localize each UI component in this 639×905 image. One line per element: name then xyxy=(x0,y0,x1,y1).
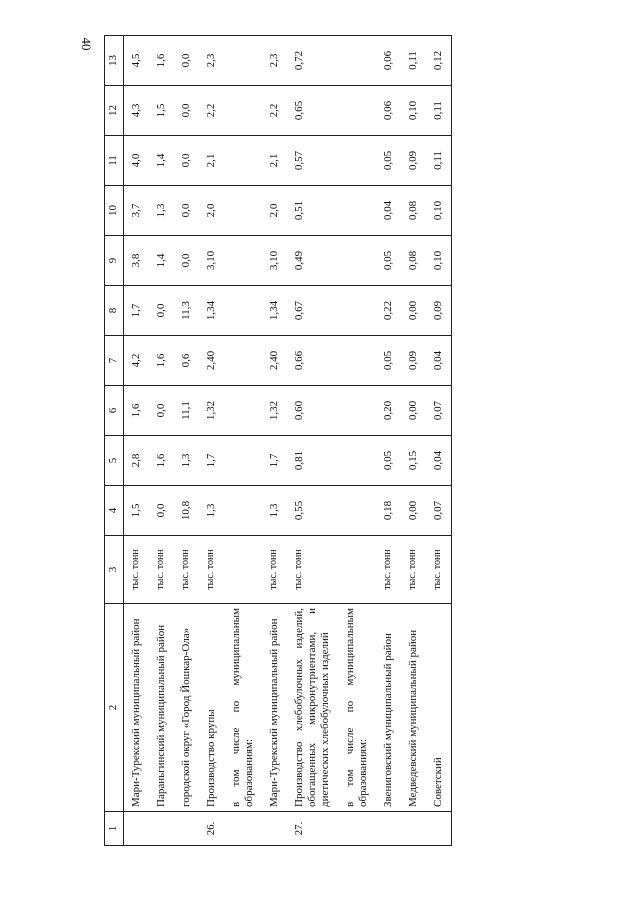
row-value: 0,00 xyxy=(401,386,426,436)
row-value: 0,07 xyxy=(426,486,452,536)
row-value: 2,3 xyxy=(262,36,287,86)
row-value xyxy=(338,86,376,136)
row-value: 0,11 xyxy=(426,136,452,186)
row-value: 1,3 xyxy=(149,186,174,236)
row-name: Медведевский муниципальный район xyxy=(401,604,426,812)
row-value: 0,06 xyxy=(376,86,401,136)
row-value: 3,10 xyxy=(199,236,224,286)
row-name: в том числе по муниципальным образованиям: xyxy=(224,604,262,812)
row-value: 2,2 xyxy=(262,86,287,136)
row-name: Производство хлебобулочных изделий, обогащенных микронутриентами, и диетических хлебобулочных изделий xyxy=(287,604,338,812)
row-value: 3,8 xyxy=(124,236,150,286)
row-unit: тыс. тонн xyxy=(262,536,287,604)
row-value: 4,5 xyxy=(124,36,150,86)
row-name: Звениговский муниципальный район xyxy=(376,604,401,812)
table-row xyxy=(376,36,401,846)
row-unit: тыс. тонн xyxy=(376,536,401,604)
row-value xyxy=(224,436,262,486)
header-cell: 10 xyxy=(105,186,124,236)
row-value: 0,04 xyxy=(426,436,452,486)
row-value: 0,12 xyxy=(426,36,452,86)
row-value: 1,4 xyxy=(149,236,174,286)
row-value: 11,3 xyxy=(174,286,199,336)
row-value: 0,0 xyxy=(149,286,174,336)
header-cell: 6 xyxy=(105,386,124,436)
row-value: 0,04 xyxy=(376,186,401,236)
row-value: 1,32 xyxy=(262,386,287,436)
row-value: 1,6 xyxy=(149,436,174,486)
header-cell: 12 xyxy=(105,86,124,136)
row-unit: тыс. тонн xyxy=(149,536,174,604)
row-value: 1,4 xyxy=(149,136,174,186)
row-value: 0,81 xyxy=(287,436,338,486)
row-number xyxy=(376,812,401,846)
row-value: 0,49 xyxy=(287,236,338,286)
row-name: Мари-Турекский муниципальный район xyxy=(262,604,287,812)
page-number: 40 xyxy=(79,37,94,51)
row-value: 0,72 xyxy=(287,36,338,86)
row-number xyxy=(426,812,452,846)
row-value: 1,6 xyxy=(124,386,150,436)
row-value xyxy=(338,36,376,86)
row-value: 0,57 xyxy=(287,136,338,186)
rotated-table-wrapper xyxy=(104,36,632,846)
row-value: 0,55 xyxy=(287,486,338,536)
row-unit xyxy=(338,536,376,604)
row-value: 2,40 xyxy=(262,336,287,386)
row-value: 0,0 xyxy=(174,186,199,236)
row-value: 1,3 xyxy=(262,486,287,536)
row-number xyxy=(262,812,287,846)
row-value xyxy=(338,186,376,236)
row-value: 1,34 xyxy=(262,286,287,336)
row-value: 0,11 xyxy=(401,36,426,86)
row-number: 27. xyxy=(287,812,338,846)
row-value: 0,0 xyxy=(149,486,174,536)
header-cell: 9 xyxy=(105,236,124,286)
row-value: 1,7 xyxy=(199,436,224,486)
row-value xyxy=(224,286,262,336)
row-value: 0,60 xyxy=(287,386,338,436)
table-row xyxy=(401,36,426,846)
table-row xyxy=(124,36,150,846)
row-number xyxy=(338,812,376,846)
row-value: 1,3 xyxy=(199,486,224,536)
row-unit: тыс. тонн xyxy=(124,536,150,604)
row-value xyxy=(338,436,376,486)
row-value xyxy=(338,286,376,336)
row-value: 1,5 xyxy=(124,486,150,536)
row-number xyxy=(224,812,262,846)
row-value: 0,05 xyxy=(376,436,401,486)
row-value: 0,66 xyxy=(287,336,338,386)
row-unit: тыс. тонн xyxy=(174,536,199,604)
row-value: 0,15 xyxy=(401,436,426,486)
row-value xyxy=(338,336,376,386)
header-cell: 5 xyxy=(105,436,124,486)
row-value: 4,0 xyxy=(124,136,150,186)
row-value: 0,10 xyxy=(401,86,426,136)
row-value: 2,2 xyxy=(199,86,224,136)
row-value: 0,20 xyxy=(376,386,401,436)
row-value: 0,6 xyxy=(174,336,199,386)
row-number xyxy=(174,812,199,846)
row-value: 2,8 xyxy=(124,436,150,486)
row-value: 0,04 xyxy=(426,336,452,386)
data-table xyxy=(104,35,452,846)
header-cell: 2 xyxy=(105,604,124,812)
row-value: 2,3 xyxy=(199,36,224,86)
row-value: 2,0 xyxy=(199,186,224,236)
row-value: 2,0 xyxy=(262,186,287,236)
header-cell: 11 xyxy=(105,136,124,186)
row-value: 3,7 xyxy=(124,186,150,236)
table-row xyxy=(287,36,338,846)
row-value: 0,09 xyxy=(401,136,426,186)
row-value xyxy=(224,386,262,436)
row-value: 0,08 xyxy=(401,236,426,286)
row-value: 0,18 xyxy=(376,486,401,536)
row-value: 0,0 xyxy=(174,86,199,136)
row-value: 1,6 xyxy=(149,336,174,386)
row-value: 0,22 xyxy=(376,286,401,336)
header-row xyxy=(105,36,124,846)
row-value: 0,00 xyxy=(401,286,426,336)
row-name: Параньгинский муниципальный район xyxy=(149,604,174,812)
row-number xyxy=(124,812,150,846)
row-value: 11,1 xyxy=(174,386,199,436)
row-value: 1,6 xyxy=(149,36,174,86)
row-value xyxy=(224,136,262,186)
row-number: 26. xyxy=(199,812,224,846)
row-value: 4,2 xyxy=(124,336,150,386)
row-value: 1,5 xyxy=(149,86,174,136)
row-value: 0,0 xyxy=(174,236,199,286)
table-row xyxy=(199,36,224,846)
table-row xyxy=(224,36,262,846)
row-value xyxy=(338,386,376,436)
header-cell: 4 xyxy=(105,486,124,536)
row-value: 1,7 xyxy=(124,286,150,336)
row-value: 0,0 xyxy=(174,36,199,86)
row-unit xyxy=(224,536,262,604)
row-value xyxy=(224,186,262,236)
table-row xyxy=(149,36,174,846)
row-value: 0,67 xyxy=(287,286,338,336)
row-number xyxy=(401,812,426,846)
row-name: городской округ «Город Йошкар-Ола» xyxy=(174,604,199,812)
row-value xyxy=(224,236,262,286)
row-value: 1,3 xyxy=(174,436,199,486)
row-value: 0,0 xyxy=(149,386,174,436)
header-cell: 1 xyxy=(105,812,124,846)
row-value: 1,7 xyxy=(262,436,287,486)
row-value xyxy=(224,86,262,136)
row-unit: тыс. тонн xyxy=(199,536,224,604)
row-value xyxy=(338,236,376,286)
row-value: 0,10 xyxy=(426,236,452,286)
row-value: 0,11 xyxy=(426,86,452,136)
row-unit: тыс. тонн xyxy=(287,536,338,604)
row-value xyxy=(224,336,262,386)
header-cell: 8 xyxy=(105,286,124,336)
row-value: 2,1 xyxy=(262,136,287,186)
header-cell: 7 xyxy=(105,336,124,386)
row-value: 0,07 xyxy=(426,386,452,436)
row-value xyxy=(224,486,262,536)
row-value: 2,40 xyxy=(199,336,224,386)
row-value: 0,05 xyxy=(376,336,401,386)
row-value xyxy=(338,486,376,536)
row-value: 1,34 xyxy=(199,286,224,336)
row-value: 0,0 xyxy=(174,136,199,186)
row-value: 10,8 xyxy=(174,486,199,536)
row-unit: тыс. тонн xyxy=(401,536,426,604)
row-value: 0,05 xyxy=(376,136,401,186)
row-value: 0,09 xyxy=(401,336,426,386)
row-value: 1,32 xyxy=(199,386,224,436)
row-value: 0,09 xyxy=(426,286,452,336)
row-unit: тыс. тонн xyxy=(426,536,452,604)
header-cell: 3 xyxy=(105,536,124,604)
row-value: 0,08 xyxy=(401,186,426,236)
row-value: 0,05 xyxy=(376,236,401,286)
row-value: 0,06 xyxy=(376,36,401,86)
row-value: 0,10 xyxy=(426,186,452,236)
row-name: Производство крупы xyxy=(199,604,224,812)
row-value: 0,51 xyxy=(287,186,338,236)
row-name: Советский xyxy=(426,604,452,812)
table-row xyxy=(338,36,376,846)
row-name: в том числе по муниципальным образованиям: xyxy=(338,604,376,812)
row-value: 3,10 xyxy=(262,236,287,286)
row-name: Мари-Турекский муниципальный район xyxy=(124,604,150,812)
row-value: 0,65 xyxy=(287,86,338,136)
row-value: 2,1 xyxy=(199,136,224,186)
row-value xyxy=(338,136,376,186)
table-row xyxy=(426,36,452,846)
table-row xyxy=(262,36,287,846)
row-value: 4,3 xyxy=(124,86,150,136)
row-value xyxy=(224,36,262,86)
header-cell: 13 xyxy=(105,36,124,86)
row-value: 0,00 xyxy=(401,486,426,536)
row-number xyxy=(149,812,174,846)
table-row xyxy=(174,36,199,846)
